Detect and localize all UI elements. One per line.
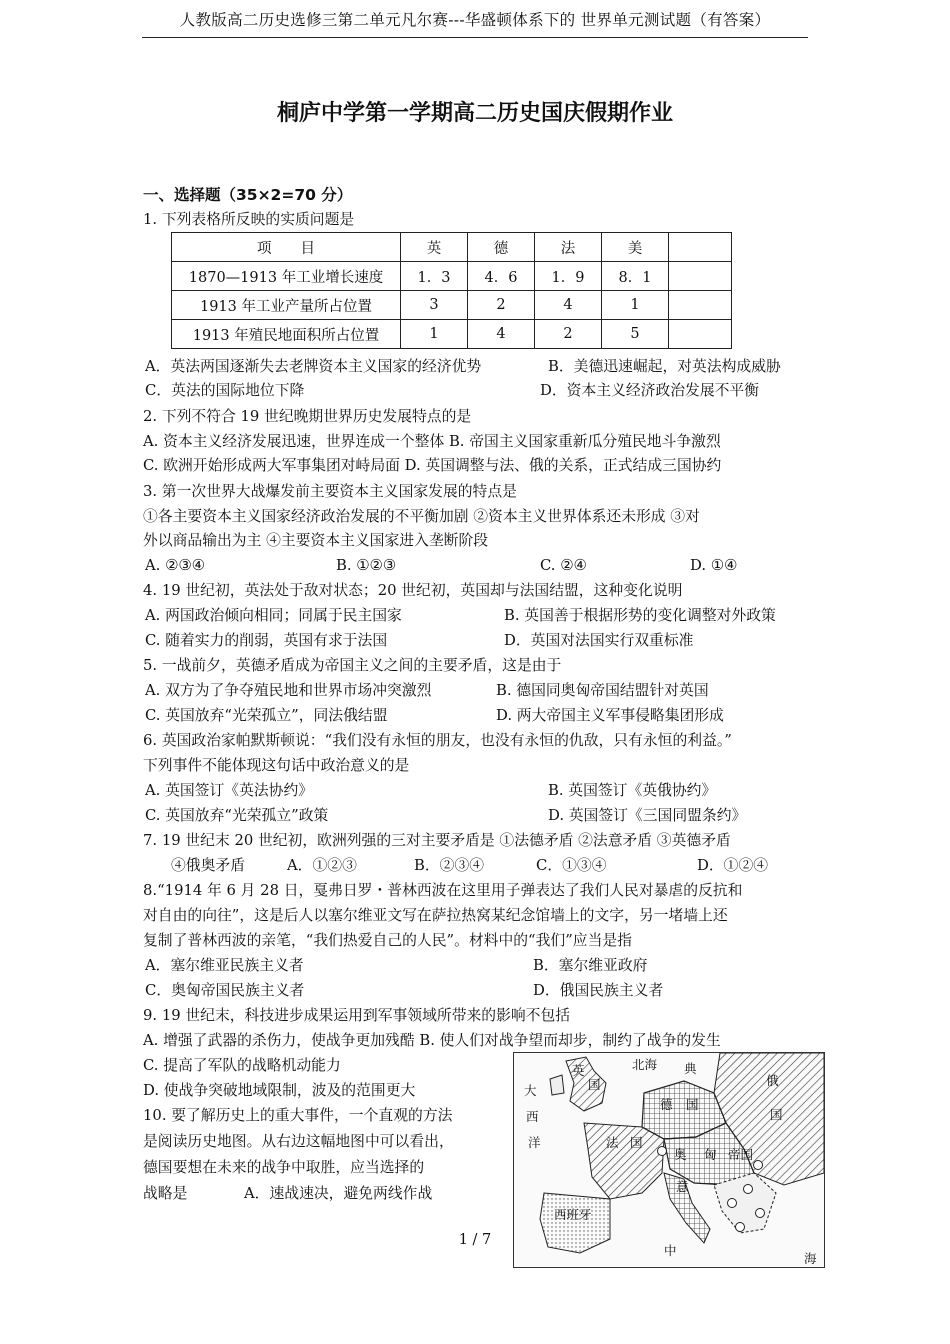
map-label-e: 俄 — [766, 1073, 779, 1088]
q5-stem: 5. 一战前夕，英德矛盾成为帝国主义之间的主要矛盾，这是由于 — [143, 657, 562, 674]
q4-stem: 4. 19 世纪初，英法处于敌对状态；20 世纪初，英国却与法国结盟，这种变化说明 — [143, 582, 683, 599]
q9-option-c: C. 提高了军队的战略机动能力 — [143, 1057, 341, 1074]
q4-option-b: B. 英国善于根据形势的变化调整对外政策 — [504, 607, 776, 624]
table-cell — [669, 320, 732, 349]
map-label-de: 德 — [660, 1097, 673, 1112]
map-label-guo-fr: 国 — [630, 1135, 643, 1150]
q4-option-d: D．英国对法国实行双重标准 — [504, 632, 694, 649]
q9-stem: 9. 19 世纪末，科技进步成果运用到军事领域所带来的影响不包括 — [143, 1007, 571, 1024]
map-label-dian: 典 — [684, 1061, 697, 1076]
table-cell — [669, 233, 732, 262]
q3-option-c: C. ②④ — [540, 557, 587, 574]
q2-stem: 2. 下列不符合 19 世纪晚期世界历史发展特点的是 — [143, 408, 472, 425]
q8-line-2: 对自由的向往”，这是后人以塞尔维亚文写在萨拉热窝某纪念馆墙上的文字，另一堵墙上还 — [143, 907, 728, 924]
q6-option-d: D. 英国签订《三国同盟条约》 — [548, 807, 747, 824]
q8-option-d: D．俄国民族主义者 — [533, 982, 664, 999]
table-cell: 英 — [401, 233, 468, 262]
table-cell: 5 — [602, 320, 669, 349]
table-cell: 德 — [468, 233, 535, 262]
page-number: 1 / 7 — [458, 1232, 492, 1248]
q5-option-a: A. 双方为了争夺殖民地和世界市场冲突激烈 — [145, 682, 432, 699]
q7-option-d: D．①②④ — [697, 857, 769, 874]
table-cell: 1 — [602, 291, 669, 320]
q10-line-4: 战略是 — [143, 1185, 188, 1202]
map-label-fa: 法 — [606, 1135, 619, 1150]
q3-option-d: D. ①④ — [690, 557, 738, 574]
table-cell: 4 — [468, 320, 535, 349]
q3-line-2: 外以商品输出为主 ④主要资本主义国家进入垄断阶段 — [143, 532, 489, 549]
table-cell: 1870—1913 年工业增长速度 — [172, 262, 401, 291]
table-row — [172, 320, 732, 349]
table-cell: 美 — [602, 233, 669, 262]
map-label-zhong: 中 — [664, 1243, 677, 1258]
q2-options-ab: A. 资本主义经济发展迅速，世界连成一个整体 B. 帝国主义国家重新瓜分殖民地斗争激烈 — [143, 433, 721, 450]
section-heading: 一、选择题（35×2=70 分） — [143, 186, 353, 204]
q3-stem: 3. 第一次世界大战爆发前主要资本主义国家发展的特点是 — [143, 483, 517, 500]
q8-option-c: C．奥匈帝国民族主义者 — [145, 982, 305, 999]
q10-line-2: 是阅读历史地图。从右边这幅地图中可以看出， — [143, 1133, 454, 1150]
map-label-hai: 海 — [804, 1251, 817, 1266]
table-row — [172, 291, 732, 320]
q1-option-a: A．英法两国逐渐失去老牌资本主义国家的经济优势 — [145, 358, 482, 375]
map-label-da: 大 — [524, 1083, 537, 1098]
q8-line-3: 复制了普林西波的亲笔，“我们热爱自己的人民”。材料中的“我们”应当是指 — [143, 932, 632, 949]
running-header: 人教版高二历史选修三第二单元凡尔赛---华盛顿体系下的 世界单元测试题（有答案） — [179, 11, 771, 29]
q1-stem: 1. 下列表格所反映的实质问题是 — [143, 211, 355, 228]
header-rule — [142, 37, 808, 38]
table-cell: 项 目 — [172, 233, 401, 262]
map-label-ying: 英 — [572, 1063, 585, 1078]
q1-option-b: B．美德迅速崛起，对英法构成威胁 — [548, 358, 781, 375]
q5-option-b: B. 德国同奥匈帝国结盟针对英国 — [496, 682, 709, 699]
q5-option-c: C. 英国放弃“光荣孤立”，同法俄结盟 — [145, 707, 388, 724]
q9-option-d: D. 使战争突破地域限制，波及的范围更大 — [143, 1082, 416, 1099]
q5-option-d: D. 两大帝国主义军事侵略集团形成 — [496, 707, 724, 724]
q3-option-a: A. ②③④ — [145, 557, 205, 574]
table-cell: 3 — [401, 291, 468, 320]
q10-option-a: A．速战速决，避免两线作战 — [244, 1185, 433, 1202]
table-cell: 4 — [535, 291, 602, 320]
q4-option-a: A. 两国政治倾向相同；同属于民主国家 — [145, 607, 402, 624]
map-label-diguo: 帝国 — [728, 1147, 754, 1162]
map-label-yi: 意 — [676, 1179, 689, 1194]
table-cell: 1．3 — [401, 262, 468, 291]
map-label-guo-uk: 国 — [588, 1077, 601, 1092]
map-label-north-sea: 北海 — [632, 1057, 658, 1072]
map-label-yang: 洋 — [528, 1135, 541, 1150]
q6-line-2: 下列事件不能体现这句话中政治意义的是 — [143, 757, 410, 774]
table-cell: 1913 年殖民地面积所占位置 — [172, 320, 401, 349]
map-label-guo-ru: 国 — [770, 1107, 783, 1122]
table-cell — [669, 291, 732, 320]
q6-option-a: A. 英国签订《英法协约》 — [145, 782, 314, 799]
q4-option-c: C. 随着实力的削弱，英国有求于法国 — [145, 632, 388, 649]
q7-line-1: 7. 19 世纪末 20 世纪初，欧洲列强的三对主要矛盾是 ①法德矛盾 ②法意矛盾 ③英德矛盾 — [143, 832, 731, 849]
q10-line-1: 10. 要了解历史上的重大事件，一个直观的方法 — [143, 1107, 453, 1124]
q7-line-2: ④俄奥矛盾 — [171, 857, 245, 874]
q8-line-1: 8.“1914 年 6 月 28 日，戛弗日罗・普林西波在这里用子弹表达了我们人民对暴虐的反抗和 — [143, 882, 743, 899]
table-cell: 1 — [401, 320, 468, 349]
map-label-xiong: 匈 — [704, 1147, 717, 1162]
q9-options-ab: A. 增强了武器的杀伤力，使战争更加残酷 B. 使人们对战争望而却步，制约了战争的发生 — [143, 1032, 721, 1049]
map-label-ao: 奥 — [674, 1147, 687, 1162]
q1-table — [171, 232, 732, 349]
q6-option-c: C. 英国放弃“光荣孤立”政策 — [145, 807, 329, 824]
q3-option-b: B. ①②③ — [336, 557, 397, 574]
q7-option-b: B．②③④ — [414, 857, 485, 874]
q2-options-cd: C. 欧洲开始形成两大军事集团对峙局面 D. 英国调整与法、俄的关系，正式结成三国协约 — [143, 457, 722, 474]
q1-option-d: D．资本主义经济政治发展不平衡 — [540, 382, 760, 399]
table-cell: 1913 年工业产量所占位置 — [172, 291, 401, 320]
q3-line-1: ①各主要资本主义国家经济政治发展的不平衡加剧 ②资本主义世界体系还未形成 ③对 — [143, 508, 700, 525]
q6-option-b: B. 英国签订《英俄协约》 — [548, 782, 717, 799]
q1-option-c: C．英法的国际地位下降 — [145, 382, 305, 399]
map-label-xi: 西 — [526, 1109, 539, 1124]
page-title: 桐庐中学第一学期高二历史国庆假期作业 — [276, 101, 673, 126]
map-label-spain: 西班牙 — [554, 1207, 592, 1222]
q8-option-b: B．塞尔维亚政府 — [533, 957, 648, 974]
table-cell: 1．9 — [535, 262, 602, 291]
q6-line-1: 6. 英国政治家帕默斯顿说：“我们没有永恒的朋友，也没有永恒的仇敌，只有永恒的利益。” — [143, 732, 732, 749]
q8-option-a: A．塞尔维亚民族主义者 — [145, 957, 304, 974]
table-header-row — [172, 233, 732, 262]
table-cell: 2 — [535, 320, 602, 349]
map-label-guo-de: 国 — [686, 1097, 699, 1112]
q10-line-3: 德国要想在未来的战争中取胜，应当选择的 — [143, 1159, 425, 1176]
table-cell: 8．1 — [602, 262, 669, 291]
q7-option-a: A．①②③ — [287, 857, 357, 874]
q7-option-c: C．①③④ — [536, 857, 607, 874]
table-row — [172, 262, 732, 291]
table-cell: 4．6 — [468, 262, 535, 291]
table-cell: 法 — [535, 233, 602, 262]
table-cell: 2 — [468, 291, 535, 320]
table-cell — [669, 262, 732, 291]
